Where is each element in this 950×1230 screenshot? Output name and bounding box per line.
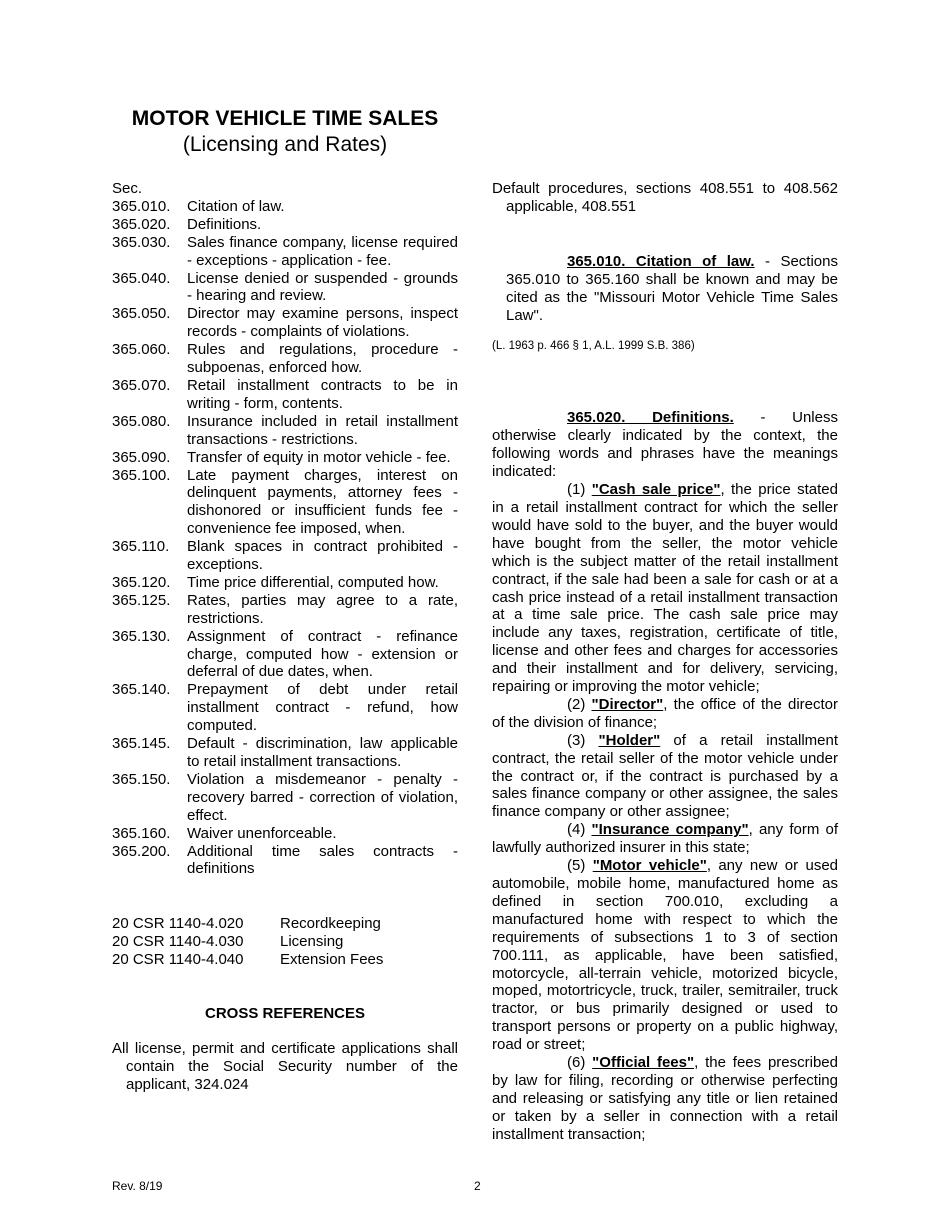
toc-sec-label: Sec. bbox=[112, 180, 143, 197]
toc-item bbox=[112, 216, 458, 234]
toc-item bbox=[112, 681, 458, 735]
toc-item-title: Rules and regulations, procedure - subpoenas, enforced how. bbox=[187, 341, 458, 377]
cross-reference-item: Default procedures, sections 408.551 to 408.562 applicable, 408.551 bbox=[492, 180, 838, 215]
toc-item-number: 365.150. bbox=[112, 770, 171, 788]
toc-item-title: Sales finance company, license required - exceptions - application - fee. bbox=[187, 233, 458, 269]
cross-references-heading: CROSS REFERENCES bbox=[204, 1005, 366, 1023]
definition-text: of a retail installment contract, the retail seller of the motor vehicle under the contract or, if the contract is purchased by a sales finance company or other assignee, the sales finance company or other assignee; bbox=[492, 731, 839, 821]
regulation-name: Licensing bbox=[280, 933, 344, 951]
toc-item-number: 365.080. bbox=[112, 412, 171, 430]
toc-item-number: 365.010. bbox=[112, 197, 171, 215]
section-intro-text: - Unless otherwise clearly indicated by the context, the following words and phrases have the meanings indicated: bbox=[492, 409, 838, 481]
regulations-list bbox=[112, 915, 458, 969]
toc-item-number: 365.200. bbox=[112, 842, 171, 860]
toc-item-title: License denied or suspended - grounds - hearing and review. bbox=[187, 269, 458, 305]
page-number: 2 bbox=[474, 1179, 481, 1193]
regulation-row bbox=[112, 951, 458, 969]
regulation-name: Extension Fees bbox=[280, 951, 384, 969]
toc-item bbox=[112, 538, 458, 574]
toc-item-title: Rates, parties may agree to a rate, restrictions. bbox=[187, 591, 458, 627]
definition-term: "Insurance company" bbox=[591, 821, 749, 839]
section-intro bbox=[492, 409, 838, 481]
toc-item bbox=[112, 377, 458, 413]
toc-item-number: 365.160. bbox=[112, 824, 171, 842]
toc-item-title: Default - discrimination, law applicable to retail installment transactions. bbox=[187, 735, 458, 770]
section-heading: 365.010. Citation of law. bbox=[567, 252, 755, 270]
definition-term: "Director" bbox=[591, 695, 664, 713]
regulation-row bbox=[112, 915, 458, 933]
toc-item-title: Late payment charges, interest on delinquent payments, attorney fees - dishonored or insufficient funds fee - convenience fee imposed, when. bbox=[187, 466, 458, 538]
page-subtitle: (Licensing and Rates) bbox=[182, 133, 388, 156]
toc-item bbox=[112, 413, 458, 449]
toc-item-title: Definitions. bbox=[187, 215, 262, 233]
definition-number: (5) bbox=[567, 857, 593, 875]
toc-item bbox=[112, 825, 458, 843]
toc-item bbox=[112, 449, 458, 467]
table-of-contents bbox=[112, 198, 458, 878]
toc-item bbox=[112, 574, 458, 592]
toc-item-number: 365.140. bbox=[112, 681, 171, 699]
toc-item-title: Time price differential, computed how. bbox=[187, 573, 439, 591]
toc-item bbox=[112, 592, 458, 628]
title-block bbox=[112, 106, 458, 158]
toc-item-number: 365.090. bbox=[112, 448, 171, 466]
regulation-code: 20 CSR 1140-4.040 bbox=[112, 951, 244, 969]
toc-item-title: Assignment of contract - refinance charge, computed how - extension or deferral of due dates, when. bbox=[187, 627, 458, 681]
toc-item-title: Transfer of equity in motor vehicle - fee. bbox=[187, 448, 451, 466]
toc-item bbox=[112, 735, 458, 771]
toc-item-number: 365.040. bbox=[112, 269, 171, 287]
toc-item-number: 365.125. bbox=[112, 591, 171, 609]
definition-item bbox=[492, 821, 838, 857]
regulation-row bbox=[112, 933, 458, 951]
definition-number: (6) bbox=[567, 1054, 593, 1072]
toc-item-number: 365.030. bbox=[112, 233, 171, 251]
toc-item bbox=[112, 843, 458, 879]
left-column bbox=[112, 180, 458, 1094]
toc-item bbox=[112, 270, 458, 306]
toc-item bbox=[112, 628, 458, 682]
definition-text: , any form of lawfully authorized insurer in this state; bbox=[492, 821, 838, 857]
toc-item bbox=[112, 198, 458, 216]
toc-item bbox=[112, 771, 458, 825]
section-body: - Sections 365.010 to 365.160 shall be known and may be cited as the "Missouri Motor Vehicle Time Sales Law". bbox=[506, 252, 838, 324]
toc-item-title: Citation of law. bbox=[187, 197, 285, 215]
toc-item-number: 365.070. bbox=[112, 376, 171, 394]
definition-item bbox=[492, 1054, 838, 1144]
toc-item-title: Waiver unenforceable. bbox=[187, 824, 337, 842]
toc-item-title: Director may examine persons, inspect records - complaints of violations. bbox=[187, 305, 458, 341]
regulation-name: Recordkeeping bbox=[280, 915, 381, 933]
section-heading: 365.020. Definitions. bbox=[567, 409, 734, 427]
toc-item-title: Violation a misdemeanor - penalty - recovery barred - correction of violation, effect. bbox=[187, 770, 458, 824]
toc-item-title: Prepayment of debt under retail installment contract - refund, how computed. bbox=[187, 681, 458, 735]
toc-item-number: 365.060. bbox=[112, 341, 171, 359]
toc-item bbox=[112, 467, 458, 539]
definition-number: (4) bbox=[567, 821, 592, 839]
definition-term: "Holder" bbox=[598, 731, 661, 749]
toc-item-title: Blank spaces in contract prohibited - exceptions. bbox=[187, 538, 458, 574]
definition-number: (1) bbox=[567, 481, 592, 499]
toc-item-title: Retail installment contracts to be in writing - form, contents. bbox=[187, 376, 458, 412]
toc-item-number: 365.145. bbox=[112, 735, 171, 753]
definition-item bbox=[492, 481, 838, 696]
toc-item-number: 365.020. bbox=[112, 215, 171, 233]
definition-number: (2) bbox=[567, 695, 592, 713]
definition-item bbox=[492, 732, 838, 822]
toc-item-number: 365.110. bbox=[112, 538, 170, 556]
toc-item bbox=[112, 341, 458, 377]
definition-item bbox=[492, 696, 838, 732]
cross-reference-item: All license, permit and certificate applications shall contain the Social Security number of the applicant, 324.024 bbox=[112, 1039, 458, 1093]
definition-number: (3) bbox=[567, 731, 599, 749]
toc-item-number: 365.120. bbox=[112, 573, 171, 591]
definition-text: , the office of the director of the division of finance; bbox=[492, 695, 839, 731]
toc-item bbox=[112, 234, 458, 270]
section-365-020 bbox=[492, 409, 838, 1143]
toc-item bbox=[112, 305, 458, 341]
section-history: (L. 1963 p. 466 § 1, A.L. 1999 S.B. 386) bbox=[492, 340, 695, 353]
section-365-010 bbox=[492, 253, 838, 325]
page-title: MOTOR VEHICLE TIME SALES bbox=[131, 107, 439, 130]
definition-term: "Cash sale price" bbox=[591, 481, 721, 499]
toc-item-number: 365.100. bbox=[112, 466, 171, 484]
right-column bbox=[492, 180, 838, 1144]
regulation-code: 20 CSR 1140-4.030 bbox=[112, 933, 244, 951]
definition-text: , the fees prescribed by law for filing, recording or otherwise perfecting and releasing or satisfying any title or lien retained or taken by a seller in connection with a retail installment transaction; bbox=[492, 1054, 838, 1143]
regulation-code: 20 CSR 1140-4.020 bbox=[112, 915, 244, 933]
toc-item-title: Insurance included in retail installment transactions - restrictions. bbox=[187, 412, 458, 448]
definition-term: "Official fees" bbox=[592, 1054, 695, 1072]
definition-text: , the price stated in a retail installment contract for which the seller would have sold to the buyer, and the buyer would have bought from the seller, the motor vehicle which is the subject matter of the retail installment contract, if the sale had been a sale for cash or at a cash price instead of a retail installment transaction at a time sale price. The cash sale price may include any taxes, registration, certificate of title, license and other fees and charges for accessories and their installment and for delivery, servicing, repairing or improving the motor vehicle; bbox=[492, 481, 838, 696]
toc-item-number: 365.130. bbox=[112, 627, 171, 645]
definition-item bbox=[492, 857, 838, 1054]
definition-text: , any new or used automobile, mobile home, manufactured home as defined in section 700.010, excluding a manufactured home with respect to which the requirements of subsections 1 to 3 of section 700.111, as applicable, have been satisfied, motorcycle, all-terrain vehicle, motorized bicycle, moped, motortricycle, truck, trailer, semitrailer, truck tractor, or bus primarily designed or used to transport persons or property on a public highway, road or street; bbox=[492, 857, 838, 1054]
toc-item-title: Additional time sales contracts - definitions bbox=[187, 842, 458, 878]
definition-term: "Motor vehicle" bbox=[592, 857, 707, 875]
footer-revision: Rev. 8/19 bbox=[112, 1179, 163, 1193]
toc-item-number: 365.050. bbox=[112, 305, 171, 323]
